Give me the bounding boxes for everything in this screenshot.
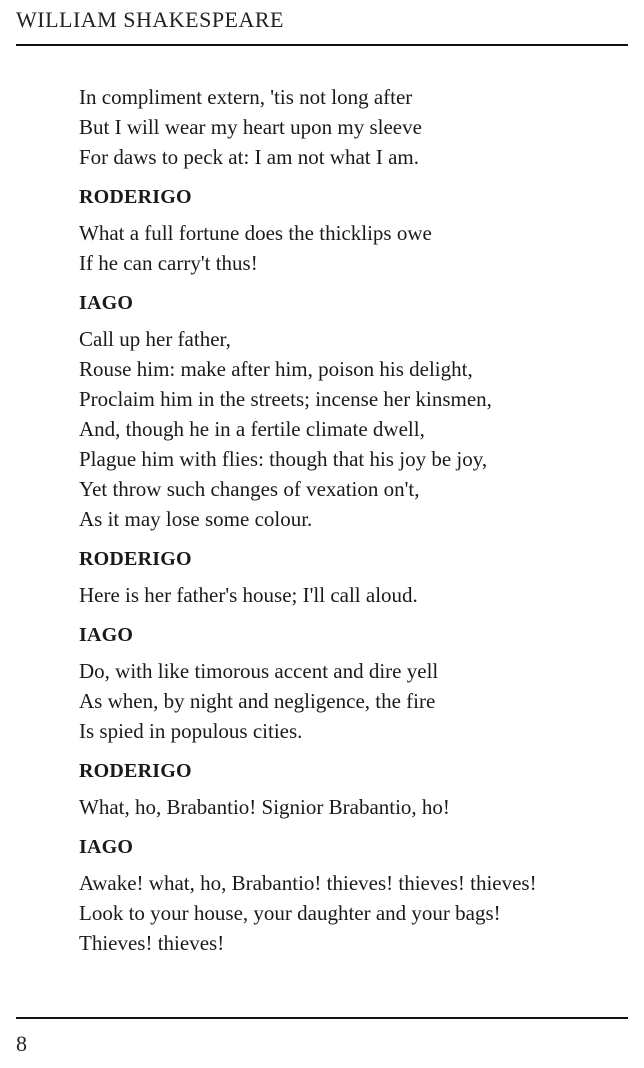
verse-line: What a full fortune does the thicklips owe — [79, 221, 432, 245]
speech — [79, 792, 619, 822]
footer-rule — [16, 1017, 628, 1019]
verse-line: As when, by night and negligence, the fire — [79, 689, 436, 713]
verse-line: As it may lose some colour. — [79, 507, 313, 531]
verse-line: Do, with like timorous accent and dire yell — [79, 659, 439, 683]
verse-line: Plague him with flies: though that his joy be joy, — [79, 447, 488, 471]
speech — [79, 656, 619, 746]
verse-line: Call up her father, — [79, 327, 231, 351]
play-text — [79, 82, 619, 958]
speaker-name: IAGO — [79, 624, 134, 646]
verse-line: And, though he in a fertile climate dwell, — [79, 417, 425, 441]
speech — [79, 580, 619, 610]
verse-line: If he can carry't thus! — [79, 251, 258, 275]
verse-line: For daws to peck at: I am not what I am. — [79, 145, 419, 169]
speaker-name: IAGO — [79, 836, 134, 858]
speaker-name: RODERIGO — [79, 186, 192, 208]
speech-continuation — [79, 82, 619, 172]
verse-line: Rouse him: make after him, poison his delight, — [79, 357, 473, 381]
running-head: WILLIAM SHAKESPEARE — [16, 7, 284, 32]
speaker-name: RODERIGO — [79, 760, 192, 782]
speech — [79, 218, 619, 278]
verse-line: Thieves! thieves! — [79, 931, 225, 955]
verse-line: In compliment extern, 'tis not long after — [79, 85, 413, 109]
verse-line: Is spied in populous cities. — [79, 719, 303, 743]
verse-line: Here is her father's house; I'll call aloud. — [79, 583, 418, 607]
verse-line: Proclaim him in the streets; incense her kinsmen, — [79, 387, 492, 411]
page-number: 8 — [16, 1031, 27, 1056]
speech — [79, 324, 619, 534]
speech — [79, 868, 619, 958]
verse-line: Yet throw such changes of vexation on't, — [79, 477, 420, 501]
verse-line: But I will wear my heart upon my sleeve — [79, 115, 422, 139]
verse-line: Look to your house, your daughter and your bags! — [79, 901, 501, 925]
verse-line: What, ho, Brabantio! Signior Brabantio, ho! — [79, 795, 450, 819]
speaker-name: IAGO — [79, 292, 134, 314]
header-rule — [16, 44, 628, 46]
verse-line: Awake! what, ho, Brabantio! thieves! thieves! thieves! — [79, 871, 537, 895]
speaker-name: RODERIGO — [79, 548, 192, 570]
